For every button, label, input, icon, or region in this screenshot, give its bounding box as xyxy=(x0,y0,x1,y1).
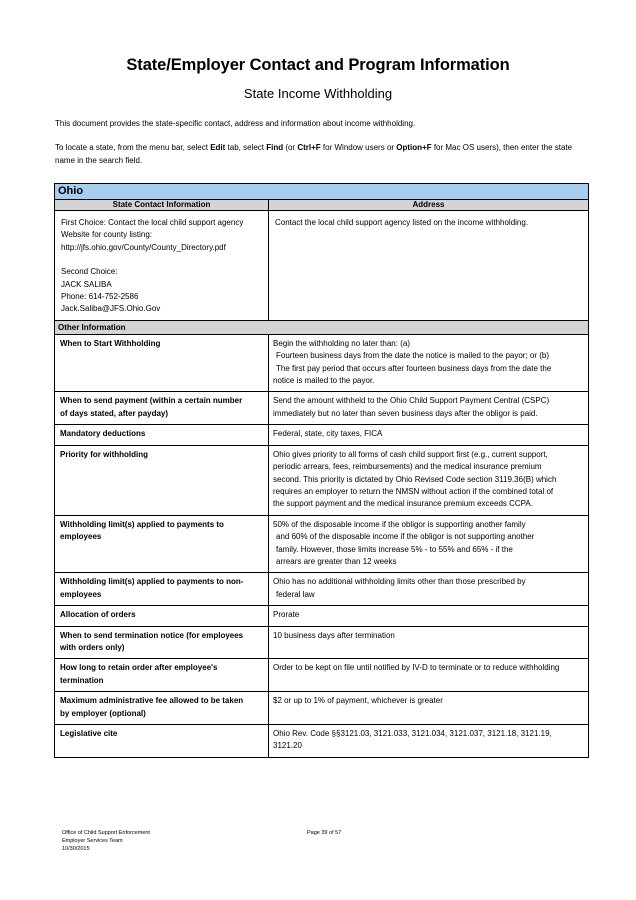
info-value: the support payment and the medical insurance premium exceeds CCPA. xyxy=(273,499,533,509)
info-value: Begin the withholding no later than: (a) xyxy=(273,338,410,348)
info-label-cell xyxy=(55,606,269,626)
footer-org xyxy=(62,829,150,854)
instr-text: To locate a state, from the menu bar, select xyxy=(55,143,211,152)
info-value: Fourteen business days from the date the notice is mailed to the payor; or (b) xyxy=(276,351,550,361)
info-label: When to send payment (within a certain number xyxy=(60,396,243,406)
info-value-cell xyxy=(269,445,589,515)
info-label: Legislative cite xyxy=(60,729,118,738)
info-label-cell xyxy=(55,626,269,659)
info-row xyxy=(55,659,589,692)
document-subtitle: State Income Withholding xyxy=(243,86,393,101)
instr-text: for Window users or xyxy=(320,143,397,152)
info-row xyxy=(55,392,589,425)
info-value-cell xyxy=(269,573,589,606)
info-value: requires an employer to return the NMSN without action if the combined total of xyxy=(273,486,554,496)
info-label-cell xyxy=(55,392,269,425)
info-value-cell xyxy=(269,515,589,573)
contact-row xyxy=(55,211,589,321)
column-header-row xyxy=(55,200,589,211)
page-number: Page 39 of 57 xyxy=(307,830,342,836)
contact-line: Website for county listing: xyxy=(61,230,153,240)
info-value: periodic arrears, fees, reimbursements) and the medical insurance premium xyxy=(273,462,542,472)
info-label-cell xyxy=(55,692,269,725)
info-label: employees xyxy=(60,589,102,599)
info-value: Federal, state, city taxes, FICA xyxy=(273,429,383,439)
info-label-cell xyxy=(55,573,269,606)
info-label-cell xyxy=(55,659,269,692)
info-value: Prorate xyxy=(273,610,300,620)
instr-optionf-keyword: Option+F xyxy=(396,143,432,152)
footer-line: Employer Services Team xyxy=(62,838,123,845)
info-label-cell xyxy=(55,425,269,445)
info-label: Withholding limit(s) applied to payments to xyxy=(60,519,224,529)
info-value-cell xyxy=(269,725,589,758)
info-row xyxy=(55,573,589,606)
info-value: arrears are greater than 12 weeks xyxy=(276,556,397,566)
info-label: employees xyxy=(60,532,102,542)
info-label-cell xyxy=(55,725,269,758)
info-row xyxy=(55,692,589,725)
state-info-table xyxy=(54,183,589,758)
contact-name: JACK SALIBA xyxy=(61,279,112,289)
info-row xyxy=(55,425,589,445)
info-value-cell xyxy=(269,659,589,692)
spacer xyxy=(61,254,262,266)
info-row xyxy=(55,445,589,515)
info-label-cell xyxy=(55,334,269,392)
contact-line: Second Choice: xyxy=(61,267,118,277)
state-contact-cell xyxy=(55,211,269,321)
info-label: When to Start Withholding xyxy=(60,338,161,348)
info-label: of days stated, after payday) xyxy=(60,408,169,418)
info-label: When to send termination notice (for employees xyxy=(60,630,244,640)
contact-phone: Phone: 614-752-2586 xyxy=(61,292,139,302)
info-value: 50% of the disposable income if the obligor is supporting another family xyxy=(273,519,526,529)
document-title: State/Employer Contact and Program Information xyxy=(126,56,510,74)
intro-paragraph: This document provides the state-specific contact, address and information about income withholding. xyxy=(55,119,416,128)
info-label-cell xyxy=(55,445,269,515)
info-value: and 60% of the disposable income if the obligor is not supporting another xyxy=(276,532,535,542)
address-cell xyxy=(269,211,589,321)
info-row xyxy=(55,606,589,626)
col-header-address: Address xyxy=(269,200,589,211)
instr-text: tab, select xyxy=(225,143,267,152)
other-info-header-row xyxy=(55,320,589,334)
info-value: federal law xyxy=(276,589,315,599)
info-row xyxy=(55,515,589,573)
footer-line: Office of Child Support Enforcement xyxy=(62,830,150,836)
info-label: Maximum administrative fee allowed to be taken xyxy=(60,696,244,706)
info-label: Priority for withholding xyxy=(60,449,148,459)
info-label: Withholding limit(s) applied to payments to non- xyxy=(60,577,244,587)
info-label: Mandatory deductions xyxy=(60,429,146,439)
instr-text: (or xyxy=(283,143,298,152)
info-label: How long to retain order after employee's xyxy=(60,663,218,673)
info-value: Send the amount withheld to the Ohio Child Support Payment Central (CSPC) xyxy=(273,396,550,406)
info-value-cell xyxy=(269,425,589,445)
info-label: termination xyxy=(60,675,104,685)
info-value: immediately but no later than seven business days after the obligor is paid. xyxy=(273,408,538,418)
info-value-cell xyxy=(269,334,589,392)
info-value: family. However, those limits increase 5% - to 55% and 65% - if the xyxy=(276,544,513,554)
instr-find-keyword: Find xyxy=(266,143,284,152)
search-instructions xyxy=(55,141,585,167)
info-value-cell xyxy=(269,392,589,425)
state-header-row xyxy=(55,184,589,200)
other-info-header: Other Information xyxy=(55,320,589,334)
info-label: by employer (optional) xyxy=(60,708,146,718)
info-value: Ohio gives priority to all forms of cash child support first (e.g., current support, xyxy=(273,449,548,459)
info-value-cell xyxy=(269,606,589,626)
info-row xyxy=(55,626,589,659)
info-row xyxy=(55,334,589,392)
info-value: Order to be kept on file until notified by IV-D to terminate or to reduce withholding xyxy=(273,663,560,673)
info-value: $2 or up to 1% of payment, whichever is greater xyxy=(273,696,443,706)
info-label: with orders only) xyxy=(60,642,125,652)
info-value-cell xyxy=(269,626,589,659)
info-label-cell xyxy=(55,515,269,573)
info-value: second. This priority is dictated by Ohio Revised Code section 3119.36(B) which xyxy=(273,474,557,484)
info-value: Ohio has no additional withholding limits other than those prescribed by xyxy=(273,577,526,587)
info-value: Ohio Rev. Code §§3121.03, 3121.033, 3121.034, 3121.037, 3121.18, 3121.19, xyxy=(273,729,552,738)
info-value: notice is mailed to the payor. xyxy=(273,376,375,386)
info-value: 10 business days after termination xyxy=(273,630,395,640)
info-label: Allocation of orders xyxy=(60,610,136,620)
info-value: The first pay period that occurs after fourteen business days from the date the xyxy=(276,363,552,373)
contact-line: First Choice: Contact the local child support agency xyxy=(61,218,244,227)
instr-edit-keyword: Edit xyxy=(210,143,226,152)
info-row xyxy=(55,725,589,758)
instr-text: for Mac OS users), then enter the state name in the search field. xyxy=(55,143,573,165)
county-directory-link[interactable]: http://jfs.ohio.gov/County/County_Directory.pdf xyxy=(61,242,226,252)
col-header-contact: State Contact Information xyxy=(55,200,269,211)
state-name: Ohio xyxy=(55,184,589,200)
instr-ctrlf-keyword: Ctrl+F xyxy=(297,143,321,152)
address-text: Contact the local child support agency listed on the income withholding. xyxy=(275,218,529,227)
info-value: 3121.20 xyxy=(273,741,302,751)
footer-date: 10/30/2015 xyxy=(62,846,90,853)
info-value-cell xyxy=(269,692,589,725)
contact-email-link[interactable]: Jack.Saliba@JFS.Ohio.Gov xyxy=(61,304,161,314)
